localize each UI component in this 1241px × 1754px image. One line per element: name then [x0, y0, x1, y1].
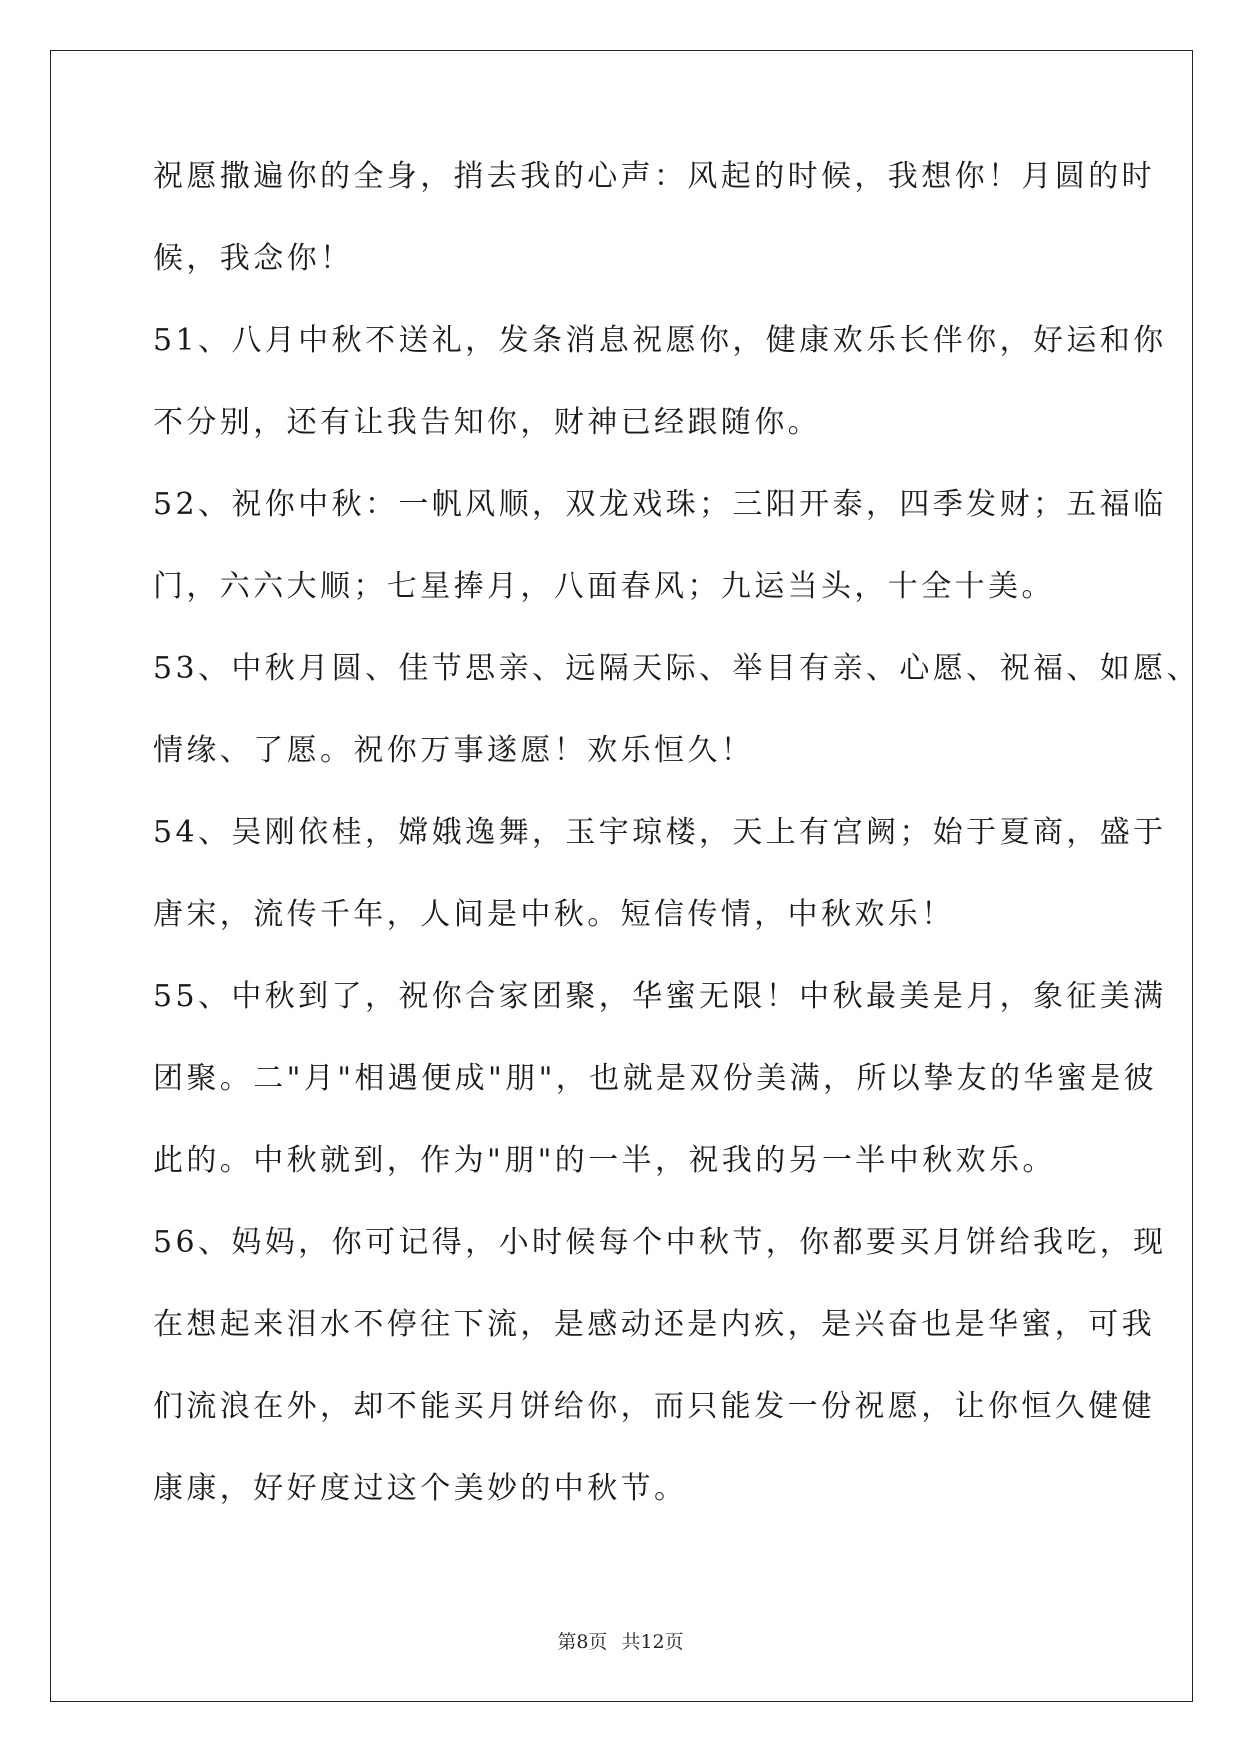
text-line: 祝愿撒遍你的全身，捎去我的心声：风起的时候，我想你！月圆的时: [153, 159, 1155, 194]
text-line: 此的。中秋就到，作为"朋"的一半，祝我的另一半中秋欢乐。: [153, 1143, 1056, 1178]
text-line: 55、中秋到了，祝你合家团聚，华蜜无限！中秋最美是月，象征美满: [153, 979, 1167, 1014]
page-footer: [0, 1630, 1241, 1654]
text-line: 53、中秋月圆、佳节思亲、远隔天际、举目有亲、心愿、祝福、如愿、: [153, 651, 1200, 686]
current-page-number: 第8页: [557, 1631, 608, 1653]
text-line: 51、八月中秋不送礼，发条消息祝愿你，健康欢乐长伴你，好运和你: [153, 323, 1167, 358]
text-line: 不分别，还有让我告知你，财神已经跟随你。: [153, 405, 821, 440]
text-line: 唐宋，流传千年，人间是中秋。短信传情，中秋欢乐！: [153, 897, 955, 932]
text-line: 团聚。二"月"相遇便成"朋"，也就是双份美满，所以挚友的华蜜是彼: [153, 1061, 1157, 1096]
text-line: 情缘、了愿。祝你万事遂愿！欢乐恒久！: [153, 733, 755, 768]
text-line: 们流浪在外，却不能买月饼给你，而只能发一份祝愿，让你恒久健健: [153, 1389, 1155, 1424]
text-line: 门，六六大顺；七星捧月，八面春风；九运当头，十全十美。: [153, 569, 1055, 604]
text-line: 候，我念你！: [153, 241, 354, 276]
document-body: [153, 159, 1200, 1554]
text-line: 在想起来泪水不停往下流，是感动还是内疚，是兴奋也是华蜜，可我: [153, 1307, 1155, 1342]
text-line: 康康，好好度过这个美妙的中秋节。: [153, 1471, 688, 1506]
text-line: 56、妈妈，你可记得，小时候每个中秋节，你都要买月饼给我吃，现: [153, 1225, 1167, 1260]
text-line: 54、吴刚依桂，嫦娥逸舞，玉宇琼楼，天上有宫阙；始于夏商，盛于: [153, 815, 1167, 850]
text-line: 52、祝你中秋：一帆风顺，双龙戏珠；三阳开泰，四季发财；五福临: [153, 487, 1167, 522]
total-pages: 共12页: [621, 1631, 684, 1653]
